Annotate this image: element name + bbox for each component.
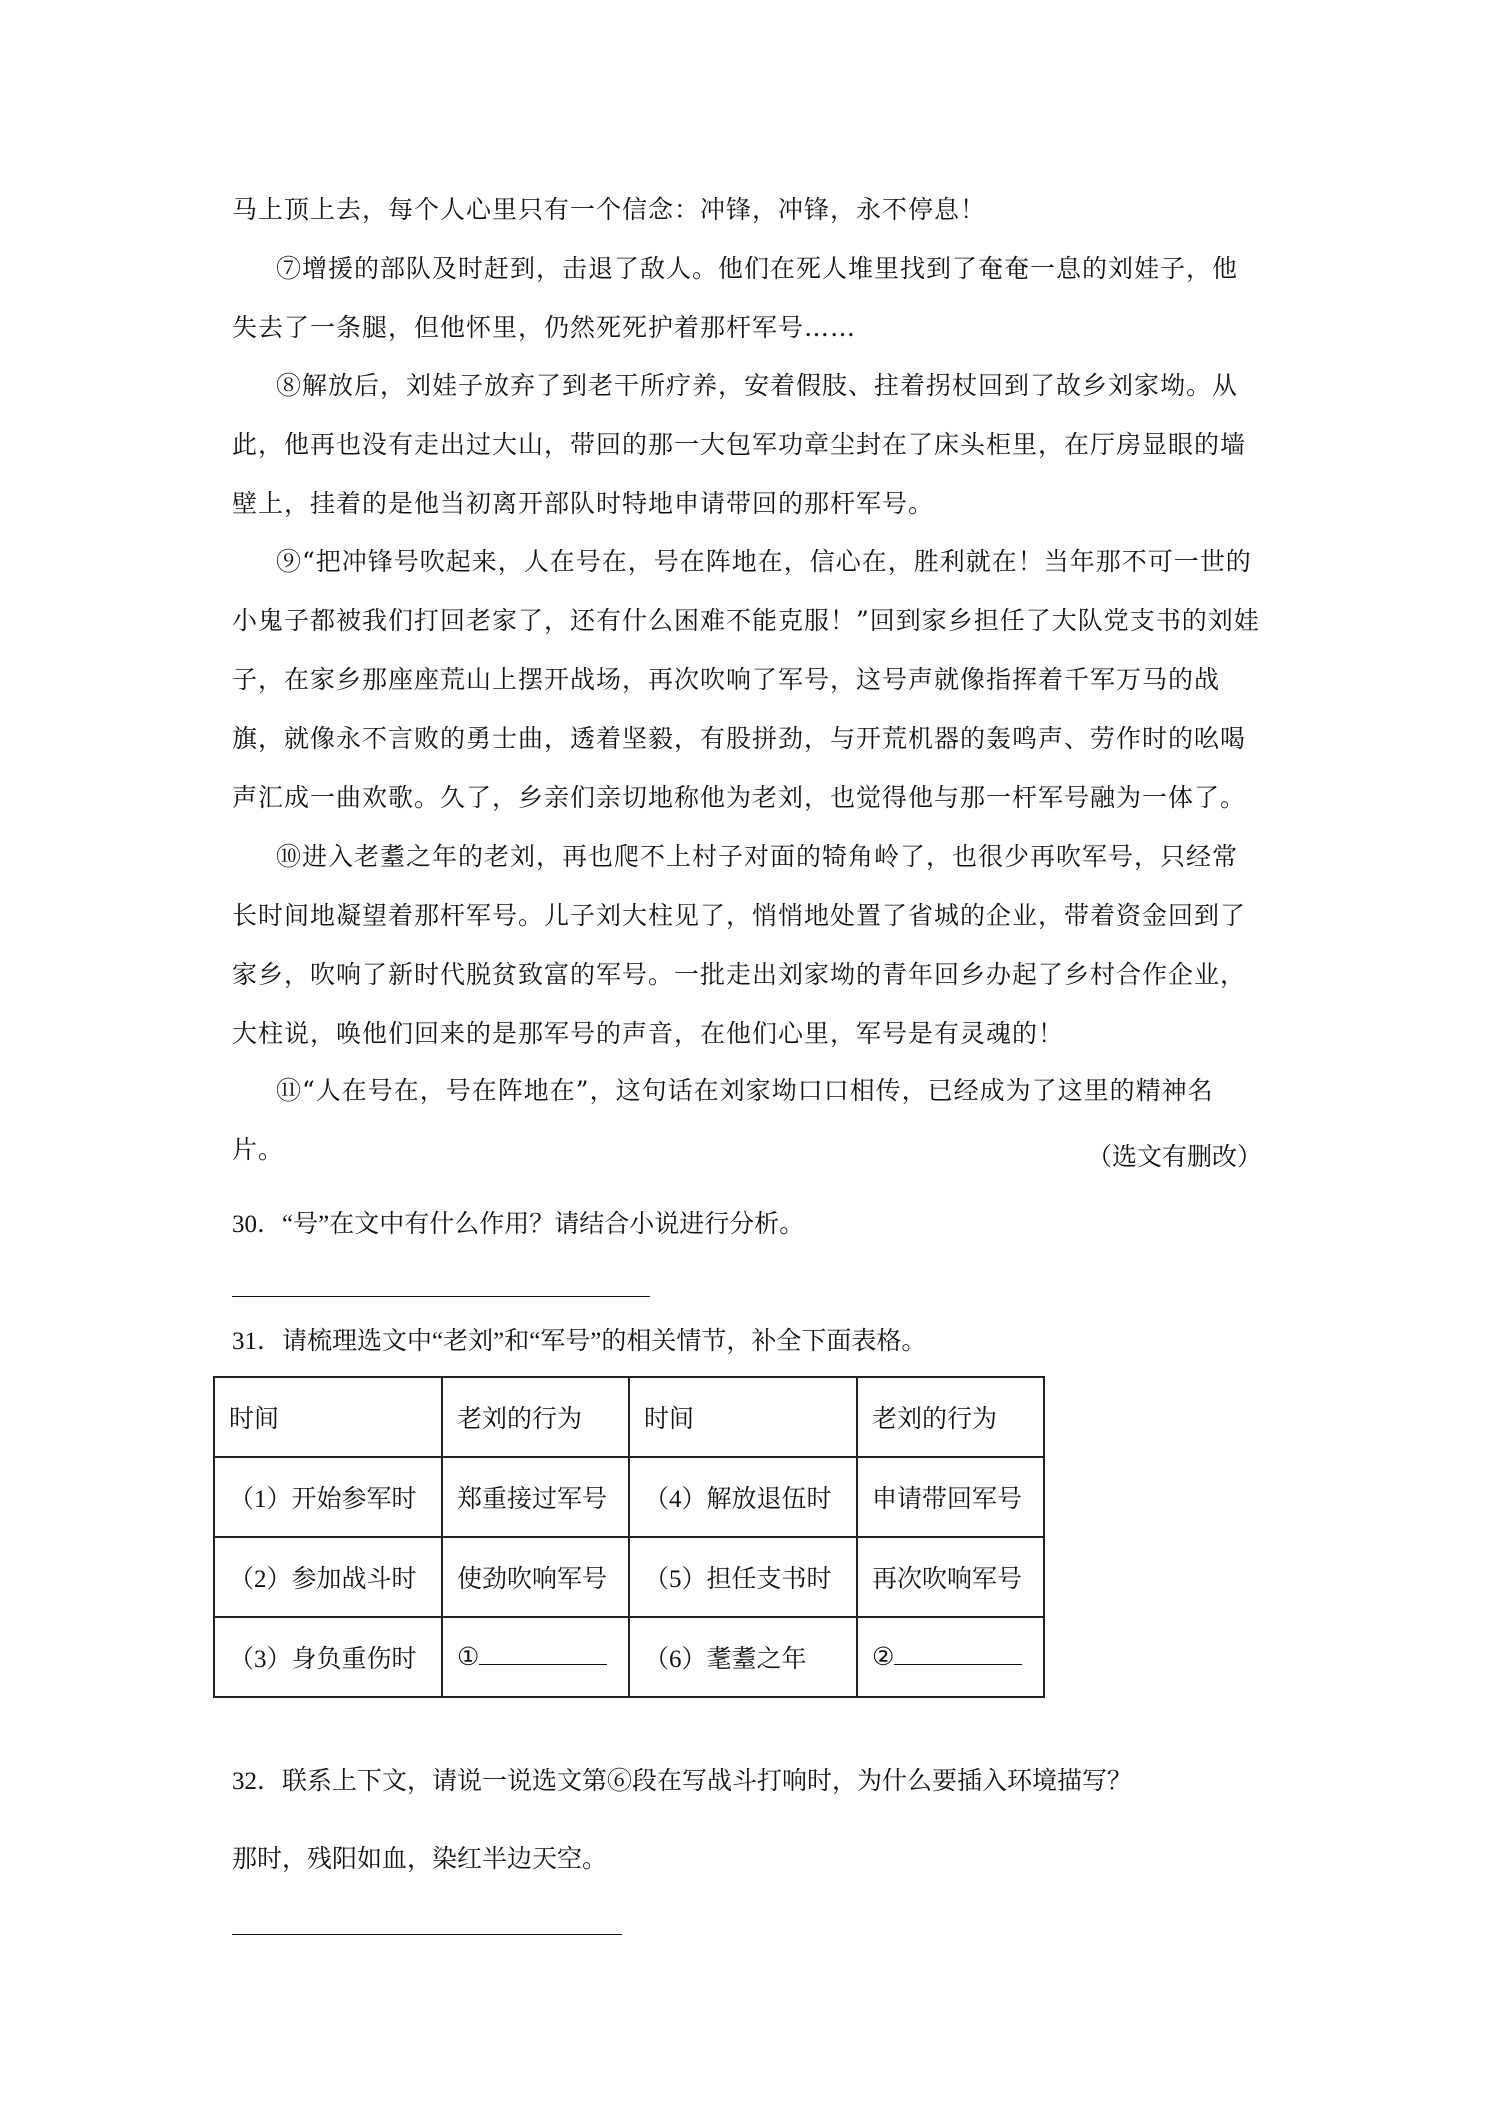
table-cell: （5）担任支书时 bbox=[629, 1537, 857, 1617]
question-30: 30．“号”在文中有什么作用？请结合小说进行分析。 bbox=[232, 1211, 805, 1238]
table-header-cell: 时间 bbox=[629, 1377, 857, 1457]
table-cell: （2）参加战斗时 bbox=[214, 1537, 442, 1617]
table-header-cell: 老刘的行为 bbox=[857, 1377, 1044, 1457]
table-header-row bbox=[214, 1377, 1044, 1457]
table-cell-blank-1[interactable] bbox=[442, 1617, 629, 1697]
table-cell: （1）开始参军时 bbox=[214, 1457, 442, 1537]
table-cell: 再次吹响军号 bbox=[857, 1537, 1044, 1617]
table-cell: （3）身负重伤时 bbox=[214, 1617, 442, 1697]
plot-table bbox=[213, 1376, 1045, 1698]
passage-line-p0: 马上顶上去，每个人心里只有一个信念：冲锋，冲锋，永不停息！ bbox=[232, 195, 987, 224]
table-cell: （4）解放退伍时 bbox=[629, 1457, 857, 1537]
fill-blank-2[interactable] bbox=[894, 1642, 1022, 1665]
blank-marker-2: ② bbox=[872, 1644, 895, 1671]
table-cell: 郑重接过军号 bbox=[442, 1457, 629, 1537]
table-row bbox=[214, 1457, 1044, 1537]
question-32: 32．联系上下文，请说一说选文第⑥段在写战斗打响时，为什么要插入环境描写？ bbox=[232, 1768, 1133, 1795]
table-cell: （6）耄耋之年 bbox=[629, 1617, 857, 1697]
table-row bbox=[214, 1617, 1044, 1697]
passage-paragraph-9: ⑨“把冲锋号吹起来，人在号在，号在阵地在，信心在，胜利就在！当年那不可一世的小鬼子都被我们打回老家了，还有什么困难不能克服！”回到家乡担任了大队党支书的刘娃子，在家乡那座座荒山上摆开战场，再次吹响了军号，这号声就像指挥着千军万马的战旗，就像永不言败的勇士曲，透着坚毅，有股拼劲，与开荒机器的轰鸣声、劳作时的吆喝声汇成一曲欢歌。久了，乡亲们亲切地称他为老刘，也觉得他与那一杆军号融为一体了。 bbox=[232, 547, 1260, 812]
table-header-cell: 时间 bbox=[214, 1377, 442, 1457]
table-cell-blank-2[interactable] bbox=[857, 1617, 1044, 1697]
table-cell: 使劲吹响军号 bbox=[442, 1537, 629, 1617]
table-header-cell: 老刘的行为 bbox=[442, 1377, 629, 1457]
fill-blank-1[interactable] bbox=[479, 1642, 607, 1665]
question-31: 31．请梳理选文中“老刘”和“军号”的相关情节，补全下面表格。 bbox=[232, 1328, 927, 1355]
answer-line-32[interactable] bbox=[232, 1934, 622, 1935]
passage-paragraph-7: ⑦增援的部队及时赶到，击退了敌人。他们在死人堆里找到了奄奄一息的刘娃子，他失去了一条腿，但他怀里，仍然死死护着那杆军号…… bbox=[232, 254, 1239, 342]
table-row bbox=[214, 1537, 1044, 1617]
question-32-quote: 那时，残阳如血，染红半边天空。 bbox=[232, 1846, 608, 1873]
passage-paragraph-11: ⑪“人在号在，号在阵地在”，这句话在刘家坳口口相传，已经成为了这里的精神名片。 bbox=[232, 1076, 1214, 1164]
passage-paragraph-8: ⑧解放后，刘娃子放弃了到老干所疗养，安着假肢、拄着拐杖回到了故乡刘家坳。从此，他再也没有走出过大山，带回的那一大包军功章尘封在了床头柜里，在厅房显眼的墙壁上，挂着的是他当初离开部队时特地申请带回的那杆军号。 bbox=[232, 371, 1247, 518]
passage-paragraph-10: ⑩进入老耋之年的老刘，再也爬不上村子对面的犄角岭了，也很少再吹军号，只经常长时间地凝望着那杆军号。儿子刘大柱见了，悄悄地处置了省城的企业，带着资金回到了家乡，吹响了新时代脱贫致富的军号。一批走出刘家坳的青年回乡办起了乡村合作企业，大柱说，唤他们回来的是那军号的声音，在他们心里，军号是有灵魂的！ bbox=[232, 842, 1247, 1048]
source-note: （选文有删改） bbox=[1086, 1142, 1262, 1171]
table-cell: 申请带回军号 bbox=[857, 1457, 1044, 1537]
answer-line-30[interactable] bbox=[232, 1296, 650, 1297]
blank-marker-1: ① bbox=[457, 1644, 480, 1671]
